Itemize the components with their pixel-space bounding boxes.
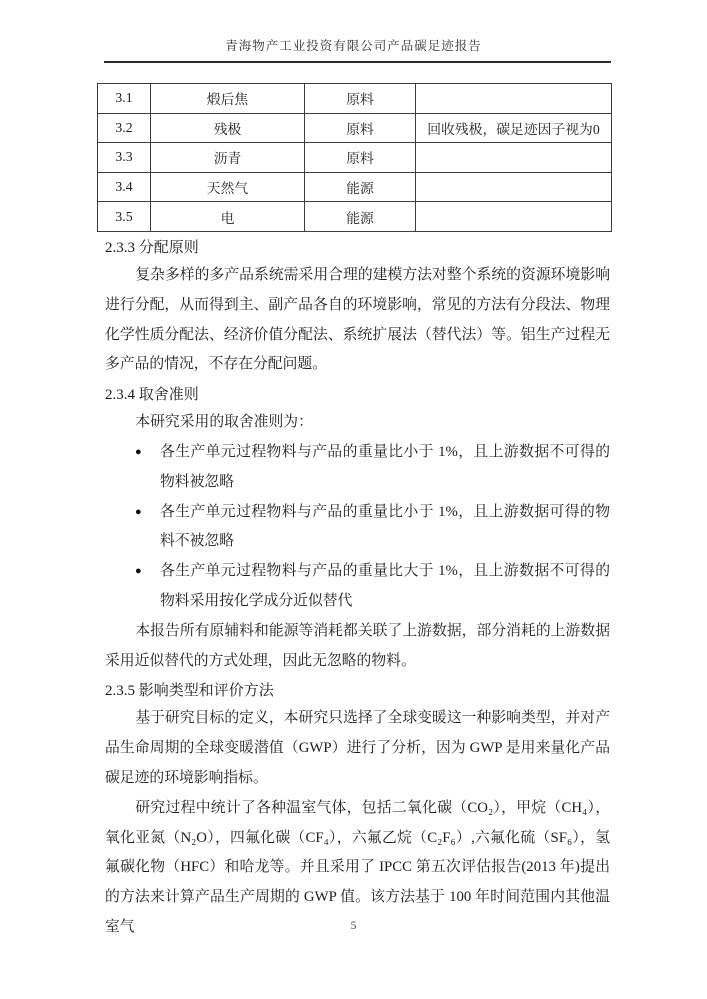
table-row xyxy=(98,202,612,232)
cell-index: 3.5 xyxy=(98,202,151,232)
list-item xyxy=(105,557,610,617)
list-item xyxy=(105,438,610,498)
paragraph-greenhouse-gases: 研究过程中统计了各种温室气体，包括二氧化碳（CO₂），甲烷（CH₄），氧化亚氮（N₂O），四氟化碳（CF₄），六氟乙烷（C₂F₆）,六氟化硫（SF₆），氢氟碳化物（HFC）和哈龙等。并且采用了 IPCC 第五次评估报告(2013 年)提出的方法来计算产品生产周期的 GWP 值。该方法基于 100 年时间范围内其他温室气 xyxy=(105,799,610,935)
cell-index: 3.4 xyxy=(98,172,151,202)
paragraph-impact-gwp: 基于研究目标的定义，本研究只选择了全球变暖这一种影响类型，并对产品生命周期的全球变暖潜值（GWP）进行了分析，因为 GWP 是用来量化产品碳足迹的环境影响指标。 xyxy=(105,710,610,786)
cell-category: 原料 xyxy=(305,113,416,143)
cell-material: 煅后焦 xyxy=(151,84,305,114)
cell-material: 沥青 xyxy=(151,143,305,173)
cell-note xyxy=(416,84,612,114)
cell-category: 能源 xyxy=(305,172,416,202)
cell-material: 电 xyxy=(151,202,305,232)
materials-table xyxy=(97,83,612,232)
cell-index: 3.1 xyxy=(98,84,151,114)
cell-note xyxy=(416,143,612,173)
paragraph-allocation: 复杂多样的多产品系统需采用合理的建模方法对整个系统的资源环境影响进行分配，从而得到主、副产品各自的环境影响，常见的方法有分段法、物理化学性质分配法、经济价值分配法、系统扩展法（替代法）等。铝生产过程无多产品的情况，不存在分配问题。 xyxy=(105,266,610,373)
section-heading-2-3-4: 2.3.4 取舍准则 xyxy=(105,387,199,404)
bullet-icon: ● xyxy=(135,565,142,578)
header-divider xyxy=(104,61,611,63)
list-item xyxy=(105,498,610,558)
section-heading-2-3-5: 2.3.5 影响类型和评价方法 xyxy=(105,683,274,700)
cell-category: 能源 xyxy=(305,202,416,232)
list-item-text: 各生产单元过程物料与产品的重量比小于 1%，且上游数据不可得的物料被忽略 xyxy=(160,443,610,490)
cell-index: 3.3 xyxy=(98,143,151,173)
header-title: 青海物产工业投资有限公司产品碳足迹报告 xyxy=(225,39,482,53)
cell-category: 原料 xyxy=(305,143,416,173)
section-heading-2-3-3: 2.3.3 分配原则 xyxy=(105,239,199,256)
cell-note: 回收残极，碳足迹因子视为0 xyxy=(416,113,612,143)
paragraph-cutoff-intro: 本研究采用的取舍准则为： xyxy=(135,414,313,431)
cell-note xyxy=(416,202,612,232)
cell-category: 原料 xyxy=(305,84,416,114)
paragraph-cutoff-summary: 本报告所有原辅料和能源等消耗都关联了上游数据，部分消耗的上游数据采用近似替代的方式处理，因此无忽略的物料。 xyxy=(105,622,610,669)
list-item-text: 各生产单元过程物料与产品的重量比大于 1%，且上游数据不可得的物料采用按化学成分近似替代 xyxy=(160,563,610,609)
bullet-icon: ● xyxy=(135,505,142,518)
bullet-icon: ● xyxy=(135,445,142,458)
page-header xyxy=(0,0,707,54)
table-row xyxy=(98,172,612,202)
cell-material: 残极 xyxy=(151,113,305,143)
cell-note xyxy=(416,172,612,202)
cell-material: 天然气 xyxy=(151,172,305,202)
document-body xyxy=(105,238,610,943)
table-row xyxy=(98,113,612,143)
page-number: 5 xyxy=(350,920,357,932)
list-item-text: 各生产单元过程物料与产品的重量比小于 1%，且上游数据可得的物料不被忽略 xyxy=(160,503,610,550)
cell-index: 3.2 xyxy=(98,113,151,143)
table-row xyxy=(98,143,612,173)
table-row xyxy=(98,84,612,114)
